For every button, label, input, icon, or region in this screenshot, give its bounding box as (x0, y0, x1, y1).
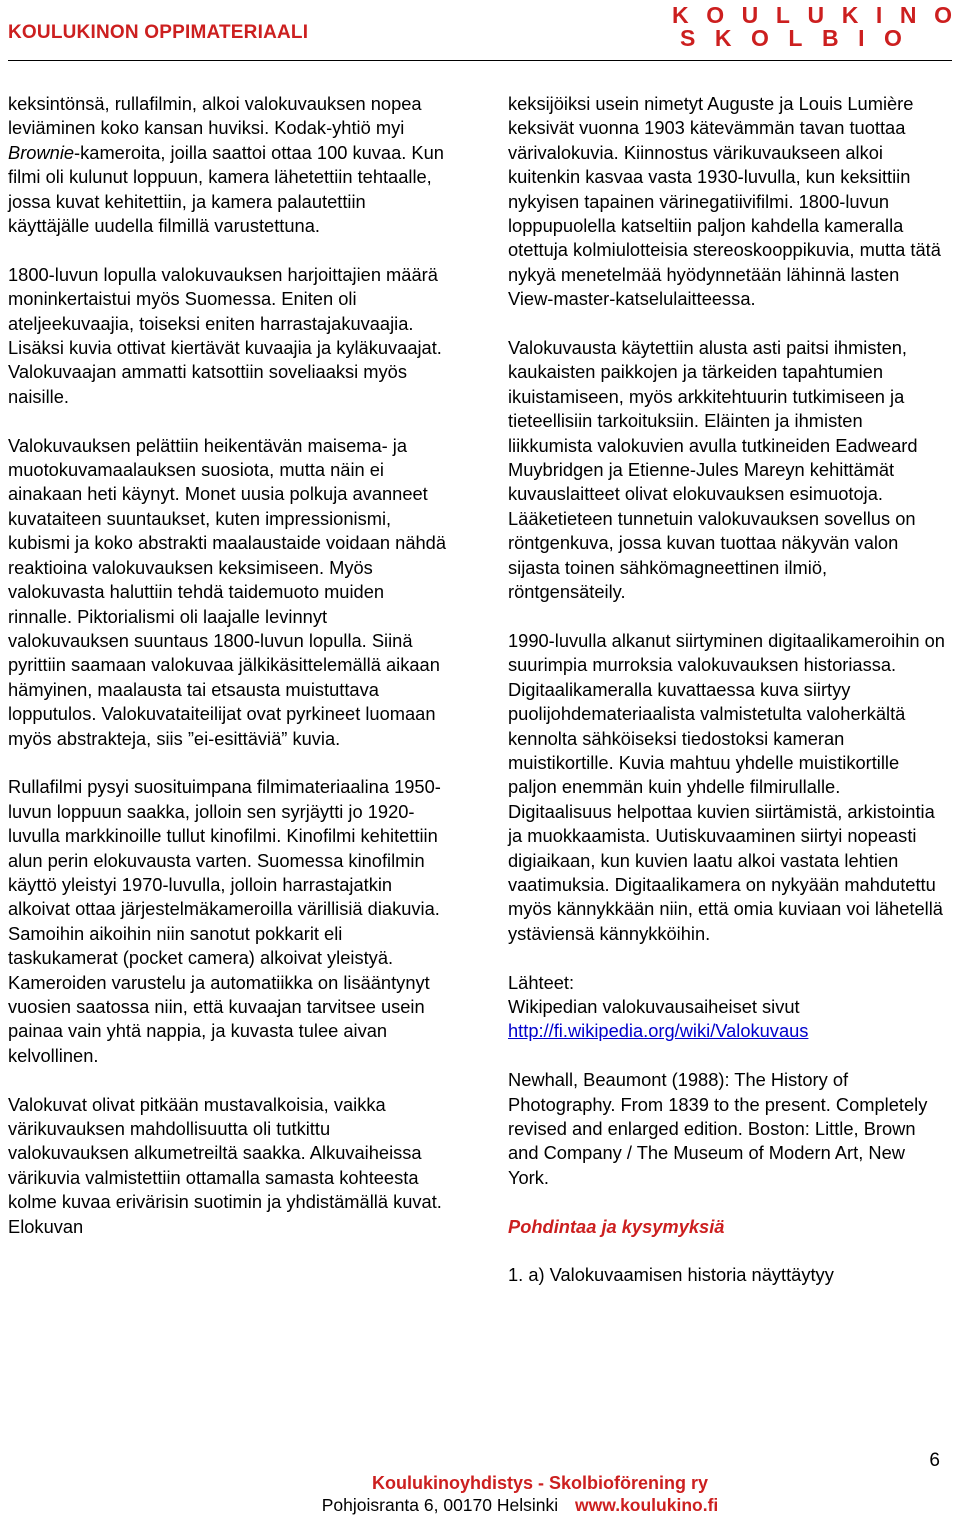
paragraph: keksintönsä, rullafilmin, alkoi valokuvauksen nopea leviäminen koko kansan huviksi. Kodak-yhtiö myi Brownie-kameroita, joilla saattoi ottaa 100 kuvaa. Kun filmi oli kulunut loppuun, kamera lähetettiin tehtaalle, jossa kuvat kehitettiin, ja kamera palautettiin käyttäjälle uudella filmillä varustettuna. (8, 93, 444, 237)
page-number: 6 (929, 1450, 940, 1471)
newhall-reference: Newhall, Beaumont (1988): The History of Photography. From 1839 to the present. Completely revised and enlarged edition. Boston: Little, Brown and Company / The Museum of Modern Art, New York. (508, 1069, 928, 1188)
logo-line-koulukino: K O U L U K I N O (672, 2, 952, 28)
paragraph: keksijöiksi usein nimetyt Auguste ja Louis Lumière keksivät vuonna 1903 kätevämmän tavan tuottaa värivalokuvia. Kiinnostus värikuvaukseen alkoi kuitenkin kasvaa vasta 1930-luvulla, kun keksittiin nykyisen tapainen värinegatiivifilmi. 1800-luvun loppupuolella katseltiin paljon kahdella kameralla otettuja kolmiulotteisia stereoskooppikuvia, mutta tätä nykyä menetelmää hyödynnetään lähinnä lasten View-master-katselulaitteessa. (508, 93, 941, 310)
paragraph: Valokuvauksen pelättiin heikentävän maisema- ja muotokuvamaalauksen suosiota, mutta näin ei ainakaan heti käynyt. Monet uusia polkuja avanneet kuvataiteen suuntaukset, kuten impressionismi, kubismi ja koko abstrakti maalaustaide voidaan nähdä reaktioina valokuvauksen keksimiseen. Myös valokuvasta haluttiin tehdä taidemuoto muiden rinnalle. Piktorialismi oli laajalle levinnyt valokuvauksen suuntaus 1800-luvun lopulla. Siinä pyrittiin saamaan valokuvaa jälkikäsittelemällä aikaan hämyinen, maalausta tai etsausta muistuttava lopputulos. Valokuvataiteilijat ovat pyrkineet luomaan myös abstrakteja, siis ”ei-esittäviä” kuvia. (8, 434, 446, 749)
paragraph: 1800-luvun lopulla valokuvauksen harjoittajien määrä moninkertaistui myös Suomessa. Eniten oli ateljeekuvaajia, toiseksi eniten harrastajakuvaajia. Lisäksi kuvia ottivat kiertävät kuvaajia ja kyläkuvaajat. Valokuvaajan ammatti katsottiin soveliaaksi myös naisille. (8, 263, 442, 407)
footer-address-line (40, 1494, 960, 1516)
koulukino-skolbio-logo (672, 4, 952, 49)
header-rule (8, 60, 952, 61)
footer-website-link[interactable]: www.koulukino.fi (575, 1495, 719, 1515)
paragraph: Valokuvat olivat pitkään mustavalkoisia, vaikka värikuvauksen mahdollisuutta oli tutkittu valokuvauksen alkumetreiltä saakka. Alkuvaiheissa värikuvia valmistettiin ottamalla samasta kohteesta kolme kuvaa erivärisin suotimin ja yhdistämällä kuvat. Elokuvan (8, 1093, 442, 1237)
question-1: 1. a) Valokuvaamisen historia näyttäytyy (508, 1264, 834, 1286)
sources (508, 971, 948, 1044)
logo-line-skolbio: S K O L B I O (680, 25, 902, 51)
brownie-italic: Brownie (8, 141, 75, 163)
paragraph: Rullafilmi pysyi suosituimpana filmimateriaalina 1950-luvun loppuun saakka, jolloin sen syrjäytti jo 1920-luvulla markkinoille tullut kinofilmi. Kinofilmi kehitettiin alun perin elokuvausta varten. Suomessa kinofilmin käyttö yleistyi 1970-luvulla, jolloin harrastajatkin alkoivat ottaa järjestelmäkameroilla värillisiä diakuvia. Samoihin aikoihin niin sanotut pokkarit eli taskukamerat (pocket camera) alkoivat yleistyä. Kameroiden varustelu ja automatiikka on lisääntynyt vuosien saatossa niin, että kuvaajan tarvitsee usein painaa vain yhtä nappia, ja kuvasta tulee aivan kelvollinen. (8, 776, 441, 1066)
header-title: KOULUKINON OPPIMATERIAALI (8, 22, 309, 43)
footer-organization: Koulukinoyhdistys - Skolbioförening ry (371, 1473, 709, 1493)
discussion-heading: Pohdintaa ja kysymyksiä (508, 1215, 725, 1237)
right-column (508, 92, 948, 1288)
footer-address: Pohjoisranta 6, 00170 Helsinki (321, 1495, 559, 1515)
sources-label: Lähteet: (508, 971, 575, 993)
wikipedia-link[interactable]: http://fi.wikipedia.org/wiki/Valokuvaus (508, 1020, 809, 1042)
page-footer (0, 1472, 960, 1516)
paragraph: 1990-luvulla alkanut siirtyminen digitaalikameroihin on suurimpia murroksia valokuvauksen historiassa. Digitaalikameralla kuvattaessa kuva siirtyy puolijohdemateriaalista valmistetulta valoherkältä kennolta sähköiseksi tiedostoksi kameran muistikortille. Kuvia mahtuu yhdelle muistikortille paljon enemmän kuin yhdelle filmirullalle. Digitaalisuus helpottaa kuvien siirtämistä, arkistointia ja muokkaamista. Uutiskuvaaminen siirtyi nopeasti digiaikaan, kun kuvien laatu alkoi vastata lehtien vaatimuksia. Digitaalikamera on nykyään mahdutettu myös kännykkään niin, että omia kuviaan voi lähetellä ystäviensä kännykköihin. (508, 629, 945, 944)
paragraph: Valokuvausta käytettiin alusta asti paitsi ihmisten, kaukaisten paikkojen ja tärkeiden tapahtumien ikuistamiseen, myös arkkitehtuurin tutkimiseen ja tieteellisiin tarkoituksiin. Eläinten ja ihmisten liikkumista valokuvien avulla tutkineiden Eadweard Muybridgen ja Etienne-Jules Mareyn kehittämät kuvauslaitteet olivat elokuvauksen esimuotoja. Lääketieteen tunnetuin valokuvauksen sovellus on röntgenkuva, jossa kuvan tuottaa näkyvän valon sijasta toinen sähkömagneettinen ilmiö, röntgensäteily. (508, 337, 918, 603)
left-column (8, 92, 448, 1239)
sources-line: Wikipedian valokuvausaiheiset sivut (508, 995, 800, 1017)
